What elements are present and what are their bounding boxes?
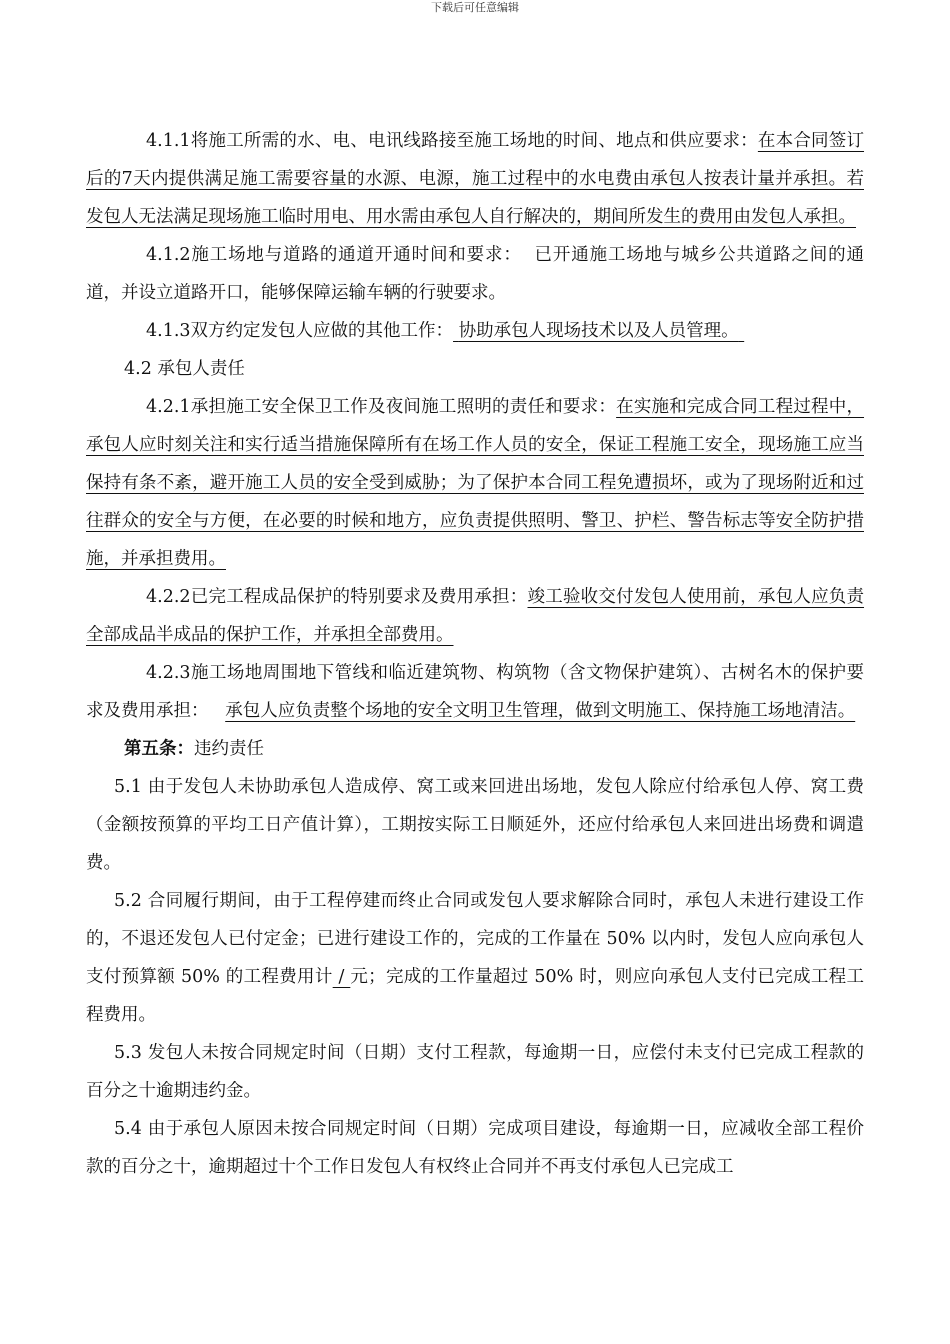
clause-number: 4.2.2 — [146, 587, 191, 607]
clause-label: 双方约定发包人应做的其他工作： — [190, 321, 454, 341]
clause-text: 元；完成的工作量超过 50% 时，则应向承包人支付已完成工程工程费用。 — [86, 967, 864, 1025]
clause-4-2-3 — [86, 654, 864, 730]
article-text: 违约责任 — [194, 739, 264, 759]
clause-label: 已完工程成品保护的特别要求及费用承担： — [190, 587, 528, 607]
clause-label: 施工场地周围地下管线和临近建筑物、构筑物（含文物保护建筑）、古树名木的保护要求及费用承担： — [86, 663, 864, 721]
clause-number: 4.1.2 — [146, 245, 191, 265]
clause-label: 将施工所需的水、电、电讯线路接至施工场地的时间、地点和供应要求： — [190, 131, 758, 151]
clause-answer: 竣工验收交付发包人使用前，承包人应负责全部成品半成品的保护工作，并承担全部费用。 — [86, 587, 865, 645]
clause-5-3: 5.3 发包人未按合同规定时间（日期）支付工程款，每逾期一日，应偿付未支付已完成工程款的百分之十逾期违约金。 — [86, 1043, 864, 1101]
amount-blank: / — [332, 967, 351, 987]
page-header: 下载后可任意编辑 — [431, 1, 519, 14]
clause-answer: 协助承包人现场技术以及人员管理。 — [458, 321, 739, 341]
clause-number: 4.2.3 — [146, 663, 191, 683]
contract-body — [86, 122, 864, 1186]
clause-answer: 在实施和完成合同工程过程中，承包人应时刻关注和实行适当措施保障所有在场工作人员的安全，保证工程施工安全，现场施工应当保持有条不紊，避开施工人员的安全受到威胁；为了保护本合同工程免遭损坏，或为了现场附近和过往群众的安全与方便，在必要的时候和地方，应负责提供照明、警卫、护栏、警告标志等安全防护措施，并承担费用。 — [86, 397, 865, 569]
clause-4-1-1 — [86, 122, 864, 236]
clause-number: 4.1.1 — [146, 131, 191, 151]
clause-text: 5.2 合同履行期间，由于工程停建而终止合同或发包人要求解除合同时，承包人未进行建设工作的，不退还发包人已付定金；已进行建设工作的，完成的工作量在 50% 以内时，发包人应向承包人支付预算额 50% 的工程费用计 — [86, 891, 864, 987]
section-heading-4-2: 4.2 承包人责任 — [124, 359, 245, 379]
clause-label: 施工场地与道路的通道开通时间和要求： — [190, 245, 522, 265]
clause-5-2 — [86, 882, 864, 1034]
article-5-heading — [86, 730, 864, 768]
clause-4-2-1 — [86, 388, 864, 578]
clause-answer: 承包人应负责整个场地的安全文明卫生管理，做到文明施工、保持施工场地清洁。 — [225, 701, 856, 721]
clause-4-2-2 — [86, 578, 864, 654]
clause-4-1-3 — [86, 312, 864, 350]
clause-5-4: 5.4 由于承包人原因未按合同规定时间（日期）完成项目建设，每逾期一日，应减收全部工程价款的百分之十，逾期超过十个工作日发包人有权终止合同并不再支付承包人已完成工 — [86, 1119, 864, 1177]
clause-4-1-2 — [86, 236, 864, 312]
clause-label: 承担施工安全保卫工作及夜间施工照明的责任和要求： — [190, 397, 617, 417]
article-title: 第五条： — [124, 739, 194, 759]
clause-number: 4.2.1 — [146, 397, 191, 417]
clause-answer: 已开通施工场地与城乡公共道路之间的通道，并设立道路开口，能够保障运输车辆的行驶要求。 — [86, 245, 864, 303]
clause-5-1: 5.1 由于发包人未协助承包人造成停、窝工或来回进出场地，发包人除应付给承包人停、窝工费（金额按预算的平均工日产值计算），工期按实际工日顺延外，还应付给承包人来回进出场费和调遣费。 — [86, 777, 864, 873]
clause-answer: 在本合同签订后的7天内提供满足施工需要容量的水源、电源，施工过程中的水电费由承包人按表计量并承担。若发包人无法满足现场施工临时用电、用水需由承包人自行解决的，期间所发生的费用由发包人承担。 — [86, 131, 865, 227]
clause-number: 4.1.3 — [146, 321, 191, 341]
